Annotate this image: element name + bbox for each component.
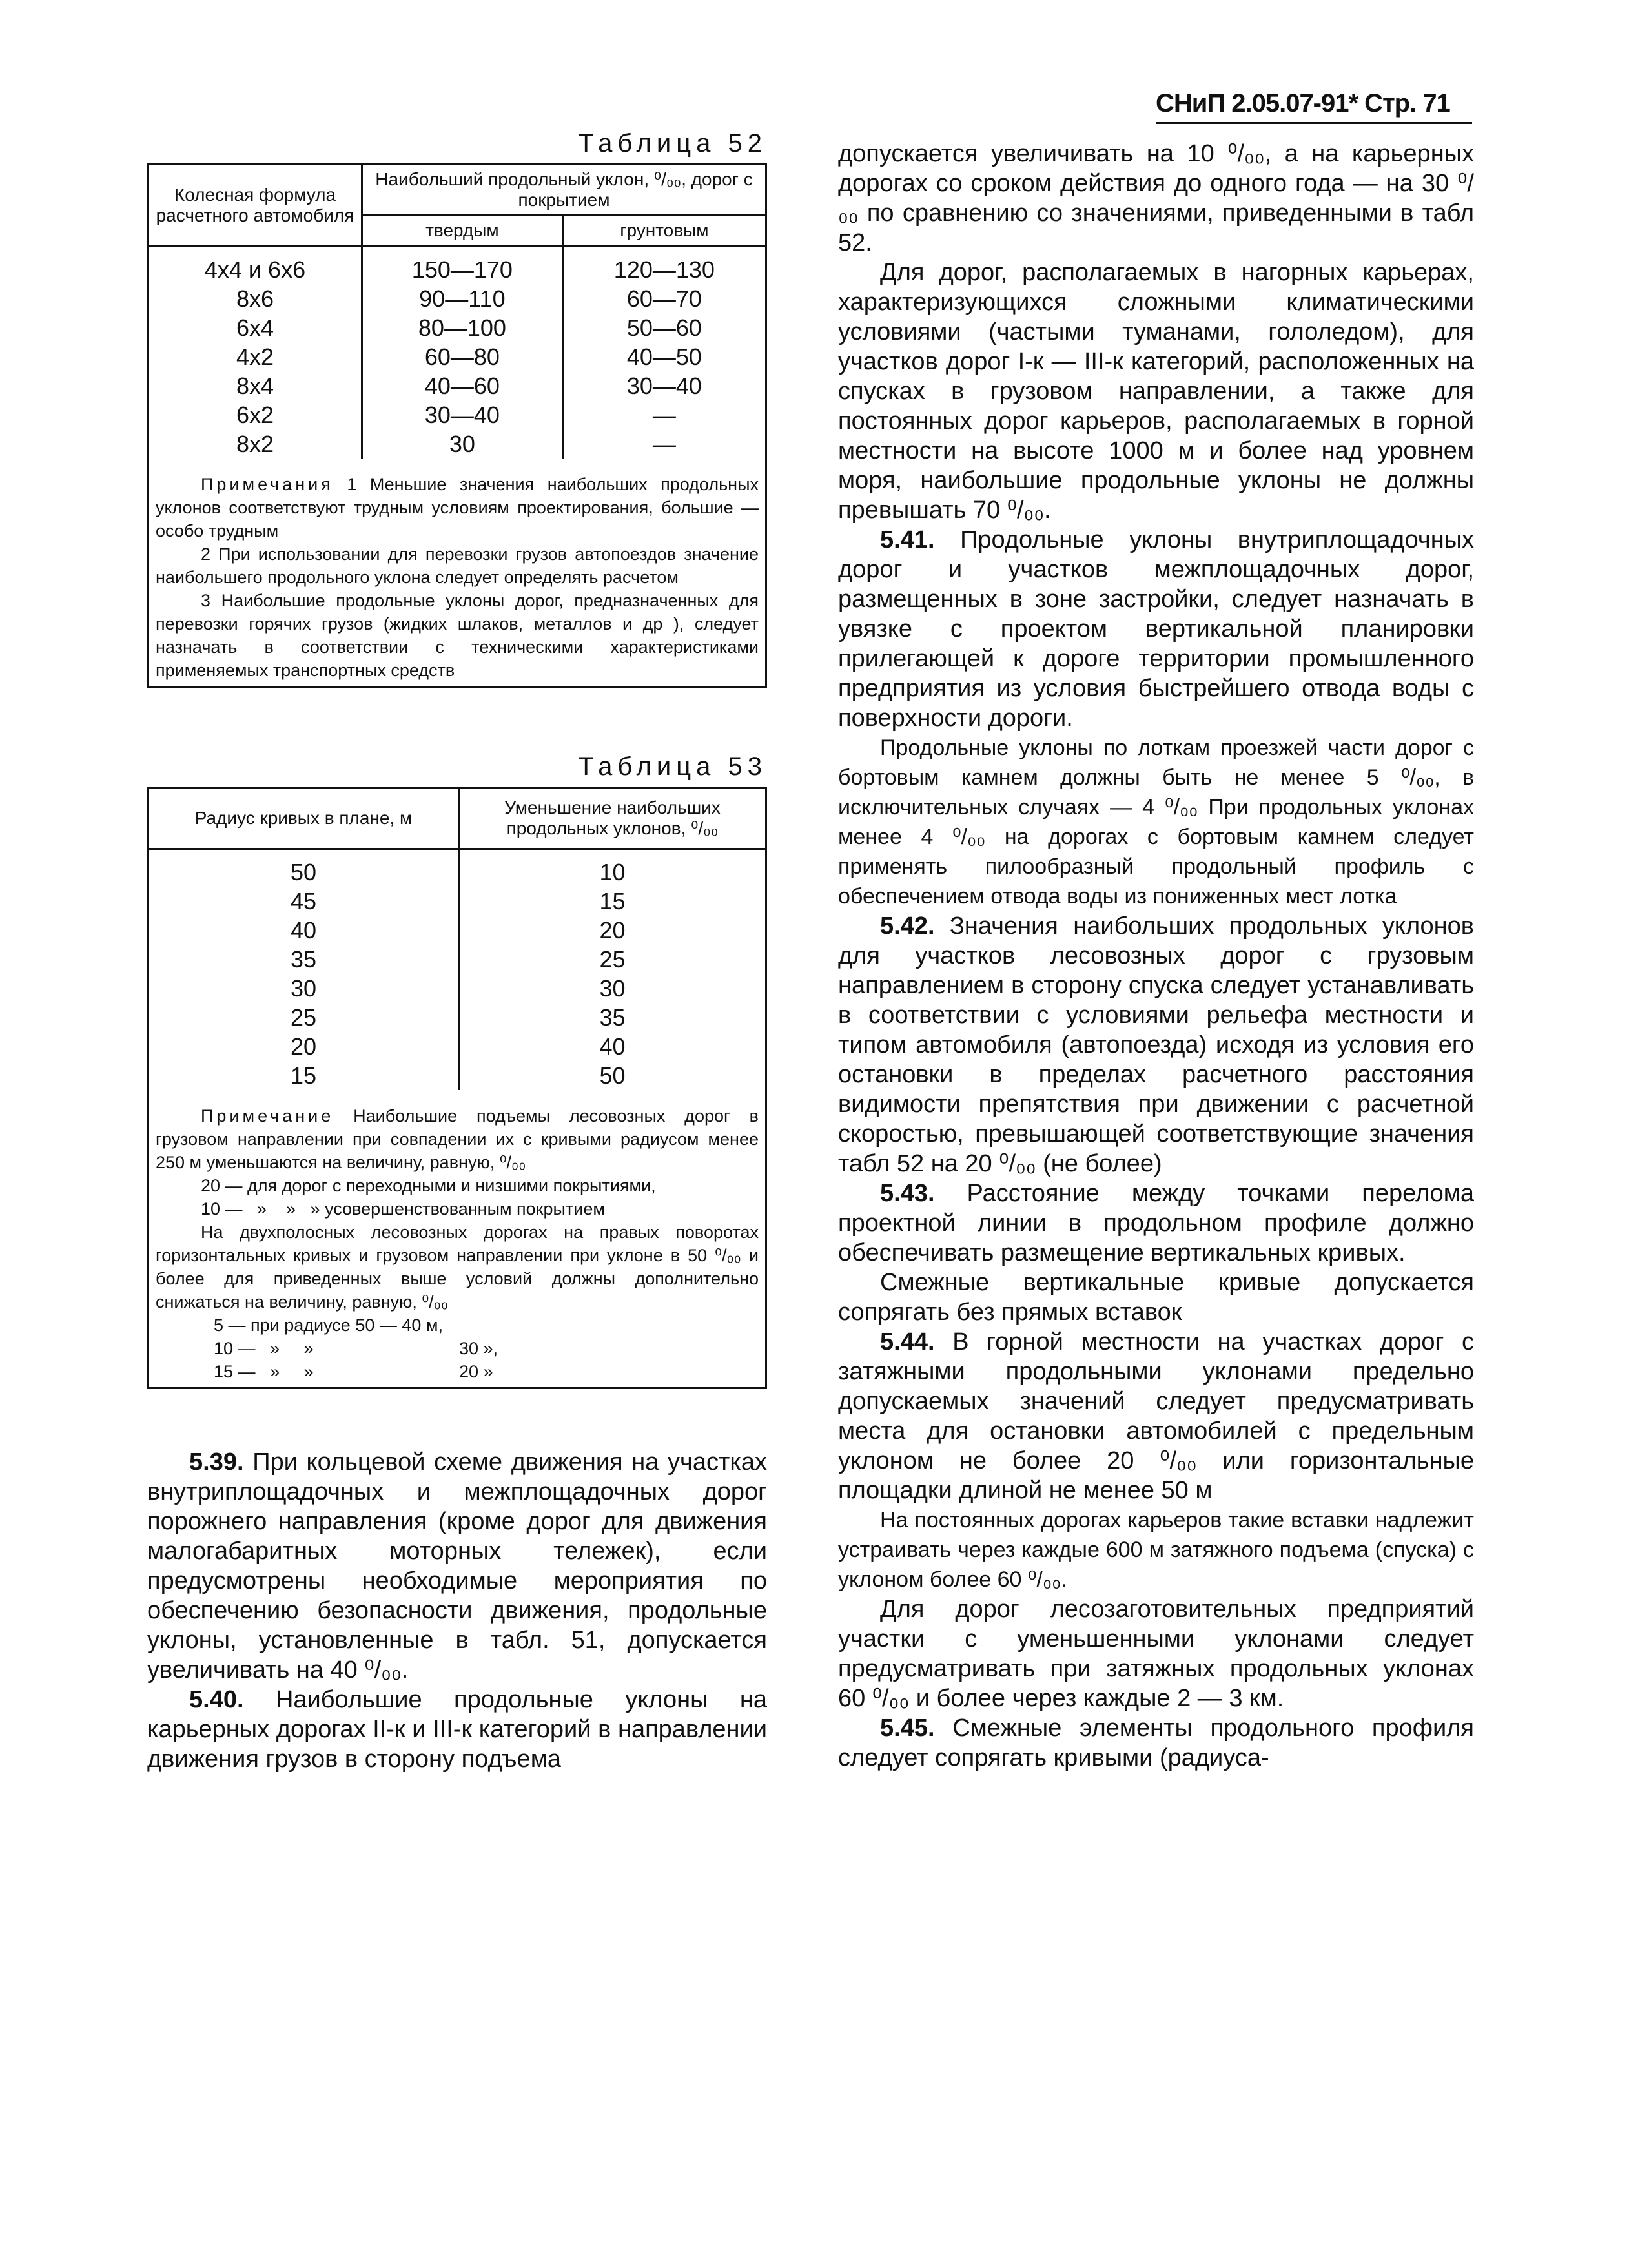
table-52-cell: 6x4 xyxy=(236,314,274,341)
paragraph-5-43 xyxy=(838,1179,1474,1268)
clause-text: Смежные элементы продольного профиля следует сопрягать кривыми (радиуса- xyxy=(838,1715,1475,1771)
paragraph-5-44 xyxy=(838,1327,1474,1505)
table-52-header-slope: Наибольший продольный уклон, ⁰/₀₀, дорог с покрытием xyxy=(362,165,766,216)
table-52-note-2: 2 При использовании для перевозки грузов автопоездов значение наибольшего продольного уклона следует определять расчетом xyxy=(156,544,759,587)
table-53 xyxy=(147,787,767,1389)
table-53-cell: 45 xyxy=(290,887,317,914)
reduction-row xyxy=(214,1337,759,1360)
clause-number: 5.41. xyxy=(880,526,935,553)
table-53-cell: 20 xyxy=(290,1033,317,1060)
clause-text: При кольцевой схеме движения на участках внутриплощадочных и межплощадочных дорог порожнего направления (кроме дорог для движения малогабаритных моторных тележек), если предусмотрены необходимые мероприятия по обеспечению безопасности движения, продольные уклоны, установленные в табл. 51, допускается увеличивать на 40 ⁰/₀₀. xyxy=(147,1448,767,1684)
left-body-text xyxy=(147,1447,767,1774)
paragraph-5-41-b: Продольные уклоны по лоткам проезжей части дорог с бортовым камнем должны быть не менее 5 ⁰/₀₀, в исключительных случаях — 4 ⁰/₀₀ При продольных уклонах менее 4 ⁰/₀₀ на дорогах с бортовым камнем следует применять пилообразный продольный профиль с обеспечением отвода воды из пониженных мест лотка xyxy=(838,736,1474,909)
table-53-cell: 20 xyxy=(459,916,766,945)
paragraph-5-40-cont: допускается увеличивать на 10 ⁰/₀₀, а на карьерных дорогах со сроком действия до одного года — на 30 ⁰/₀₀ по сравнению со значениями, приведенными в табл 52. xyxy=(838,140,1474,256)
note-text: Наибольшие подъемы лесовозных дорог в грузовом направлении при совпадении их с кривыми радиусом менее 250 м уменьшаются на величину, равную, ⁰/₀₀ xyxy=(156,1106,759,1172)
table-52 xyxy=(147,163,767,688)
reduction-cell: 20 » xyxy=(459,1361,493,1381)
table-53-cell: 30 xyxy=(459,974,766,1003)
clause-text: Наибольшие продольные уклоны на карьерных дорогах II-к и III-к категорий в направлении движения грузов в сторону подъема xyxy=(147,1686,767,1773)
table-52-cell: 30—40 xyxy=(362,400,563,429)
clause-text: Продольные уклоны внутриплощадочных дорог и участков межплощадочных дорог, размещенных в зоне застройки, следует назначать в увязке с проектом вертикальной планировки прилегающей к дороге территории промышленного предприятия из условия быстрейшего отвода воды с поверхности дороги. xyxy=(838,526,1475,732)
paragraph-5-42 xyxy=(838,911,1474,1179)
table-53-cell: 40 xyxy=(459,1032,766,1061)
table-53-cell: 40 xyxy=(290,916,317,943)
table-52-note-3: 3 Наибольшие продольные уклоны дорог, предназначенных для перевозки горячих грузов (жидких шлаков, металлов и др ), следует назначать в соответствии с техническими характеристиками применяемых транспортных средств xyxy=(156,590,759,680)
table-52-cell: 4x2 xyxy=(236,343,274,370)
reduction-cell: 5 — при радиусе 50 — 40 м, xyxy=(214,1315,443,1335)
clause-text: В горной местности на участках дорог с затяжными продольными уклонами предельно допускаемых значений следует предусматривать места для остановки автомобилей с предельным уклоном не более 20 ⁰/₀₀ или горизонтальные площадки длиной не менее 50 м xyxy=(838,1328,1474,1504)
table-53-cell: 35 xyxy=(290,945,317,973)
clause-number: 5.39. xyxy=(189,1448,244,1476)
table-52-cell: 90—110 xyxy=(362,284,563,313)
table-53-cell: 10 xyxy=(459,849,766,887)
table-52-cell: 120—130 xyxy=(562,246,765,284)
table-52-cell: 40—50 xyxy=(562,342,765,371)
table-53-cell: 50 xyxy=(459,1061,766,1090)
table-52-header-hard: твердым xyxy=(362,216,563,246)
table-52-cell: 6x2 xyxy=(236,401,274,428)
table-52-cell: 60—80 xyxy=(362,342,563,371)
note-text: 1 Меньшие значения наибольших продольных уклонов соответствуют трудным условиям проектирования, большие — особо трудным xyxy=(156,474,759,541)
clause-number: 5.42. xyxy=(880,912,935,940)
table-53-cell: 25 xyxy=(459,945,766,974)
table-53-note-line: 10 — » » » усовершенствованным покрытием xyxy=(201,1199,605,1219)
table-52-notes xyxy=(149,459,765,686)
table-53-notes xyxy=(149,1090,765,1387)
paragraph-5-44-b: На постоянных дорогах карьеров такие вставки надлежит устраивать через каждые 600 м затяжного подъема (спуска) с уклоном более 60 ⁰/₀₀. xyxy=(838,1508,1474,1592)
reduction-list xyxy=(156,1314,759,1383)
paragraph-5-39 xyxy=(147,1447,767,1685)
note-label: Примечание xyxy=(201,1106,334,1126)
table-52-cell: 50—60 xyxy=(562,313,765,342)
table-52-header-ground: грунтовым xyxy=(562,216,765,246)
table-53-cell: 50 xyxy=(290,858,317,885)
paragraph-5-40 xyxy=(147,1685,767,1774)
table-52-cell: 8x2 xyxy=(236,430,274,457)
paragraph-5-45 xyxy=(838,1713,1474,1773)
table-52-cell: 4x4 и 6x6 xyxy=(204,256,306,283)
table-53-cell: 35 xyxy=(459,1003,766,1032)
left-column xyxy=(147,129,767,1774)
table-52-cell: 8x4 xyxy=(236,372,274,399)
table-52-cell: — xyxy=(562,429,765,459)
table-52-note-1 xyxy=(156,473,759,542)
table-53-header-radius: Радиус кривых в плане, м xyxy=(149,789,459,849)
table-53-note-line: 20 — для дорог с переходными и низшими покрытиями, xyxy=(201,1175,656,1195)
paragraph-5-44-c: Для дорог лесозаготовительных предприятий участки с уменьшенными уклонами следует предусматривать при затяжных продольных уклонах 60 ⁰/₀₀ и более через каждые 2 — 3 км. xyxy=(838,1596,1474,1712)
table-53-cell: 25 xyxy=(290,1004,317,1031)
clause-text: Расстояние между точками перелома проектной линии в продольном профиле должно обеспечивать размещение вертикальных кривых. xyxy=(838,1180,1474,1266)
table-53-note-para: На двухполосных лесовозных дорогах на правых поворотах горизонтальных кривых и грузовом направлении при уклоне в 50 ⁰/₀₀ и более для приведенных выше условий должны дополнительно снижаться на величину, равную, ⁰/₀₀ xyxy=(156,1222,759,1312)
paragraph-5-43-b: Смежные вертикальные кривые допускается сопрягать без прямых вставок xyxy=(838,1269,1474,1326)
clause-number: 5.45. xyxy=(880,1715,935,1742)
table-52-cell: 40—60 xyxy=(362,371,563,400)
reduction-cell: 15 — » » xyxy=(214,1361,314,1381)
table-52-cell: 150—170 xyxy=(362,246,563,284)
table-53-header-reduction: Уменьшение наибольших продольных уклонов, ⁰/₀₀ xyxy=(459,789,766,849)
clause-number: 5.40. xyxy=(189,1686,244,1713)
reduction-row xyxy=(214,1360,759,1383)
table-52-cell: — xyxy=(562,400,765,429)
table-53-cell: 15 xyxy=(459,887,766,916)
table-52-cell: 8x6 xyxy=(236,285,274,312)
table-52-cell: 60—70 xyxy=(562,284,765,313)
table-52-caption: Таблица 52 xyxy=(578,129,767,158)
table-53-caption: Таблица 53 xyxy=(578,752,767,781)
paragraph-5-41 xyxy=(838,525,1474,733)
reduction-row xyxy=(214,1314,759,1337)
table-52-cell: 80—100 xyxy=(362,313,563,342)
table-52-cell: 30—40 xyxy=(562,371,765,400)
paragraph-5-40-b: Для дорог, располагаемых в нагорных карьерах, характеризующихся сложными климатическими условиями (частыми туманами, гололедом), для участков дорог I-к — III-к категорий, расположенных на спусках в грузовом направлении, а также для постоянных дорог карьеров, располагаемых в горной местности на высоте 1000 м и более над уровнем моря, наибольшие продольные уклоны не должны превышать 70 ⁰/₀₀. xyxy=(838,259,1474,524)
right-column xyxy=(838,139,1474,1773)
table-52-cell: 30 xyxy=(362,429,563,459)
table-53-note xyxy=(156,1104,759,1174)
table-53-cell: 15 xyxy=(290,1062,317,1089)
clause-number: 5.43. xyxy=(880,1180,935,1207)
clause-text: Значения наибольших продольных уклонов для участков лесовозных дорог с грузовым направлением в сторону спуска следует устанавливать в соответствии с условиями рельефа местности и типом автомобиля (автопоезда) исходя из условия его остановки в пределах расчетного расстояния видимости препятствия при движении с расчетной скоростью, превышающей соответствующие значения табл 52 на 20 ⁰/₀₀ (не более) xyxy=(838,912,1474,1177)
reduction-cell: 30 », xyxy=(459,1338,498,1358)
table-52-header-formula: Колесная формула расчетного автомобиля xyxy=(149,165,362,246)
notes-label: Примечания xyxy=(201,474,334,494)
table-53-cell: 30 xyxy=(290,974,317,1002)
clause-number: 5.44. xyxy=(880,1328,935,1356)
reduction-cell: 10 — » » xyxy=(214,1338,314,1358)
running-header: СНиП 2.05.07-91* Стр. 71 xyxy=(1156,89,1472,124)
